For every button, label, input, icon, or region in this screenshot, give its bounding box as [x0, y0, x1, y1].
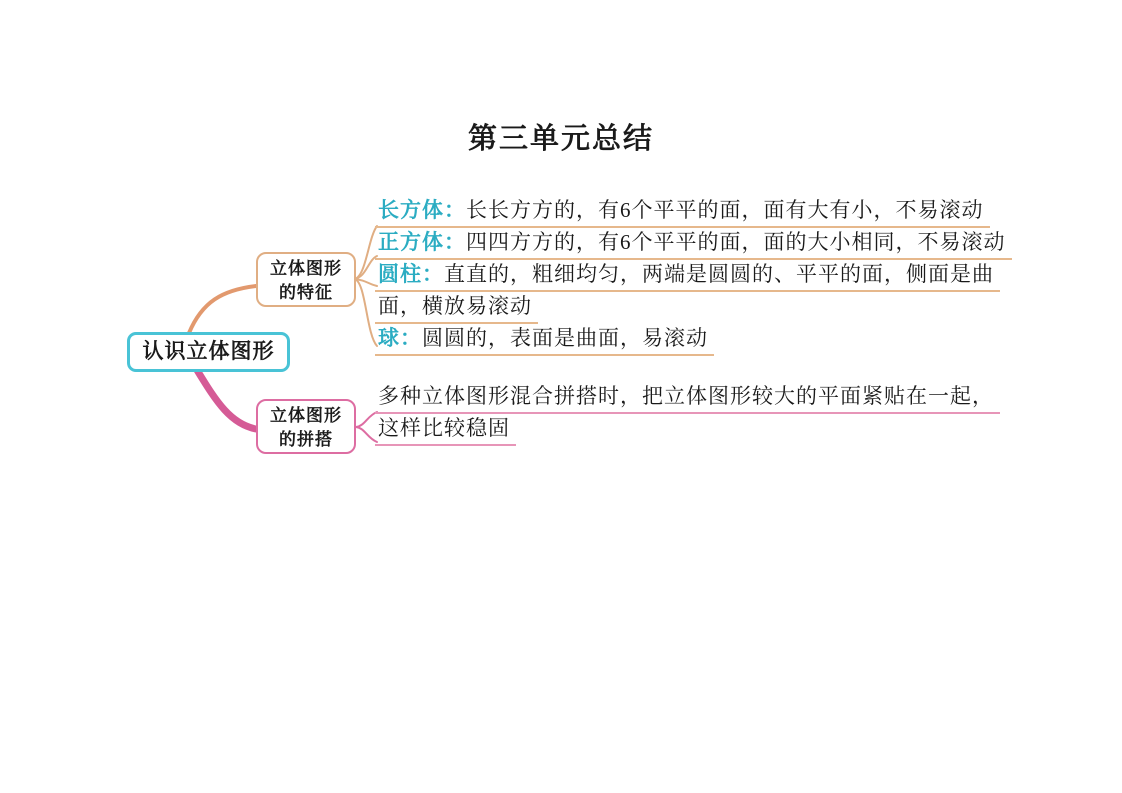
leaf-row: 长方体：长长方方的，有6个平平的面，面有大有小，不易滚动 — [375, 196, 990, 228]
leaf-row: 这样比较稳固 — [375, 414, 516, 446]
leaf-row: 面，横放易滚动 — [375, 292, 538, 324]
branch-label-line: 立体图形 — [270, 406, 342, 425]
leaf-row: 正方体：四四方方的，有6个平平的面，面的大小相同，不易滚动 — [375, 228, 1012, 260]
leaf-row: 圆柱：直直的，粗细均匀，两端是圆圆的、平平的面，侧面是曲 — [375, 260, 1000, 292]
branch-2-connector — [197, 370, 256, 429]
branch-1-leaves — [375, 196, 1012, 356]
branch-1-fan-4 — [354, 279, 377, 346]
leaf-row: 多种立体图形混合拼搭时，把立体图形较大的平面紧贴在一起， — [375, 382, 1000, 414]
root-node: 认识立体图形 — [127, 332, 290, 372]
branch-node-assembly — [256, 399, 356, 454]
leaf-term: 圆柱： — [378, 262, 444, 286]
branch-label-line: 的特征 — [279, 283, 333, 302]
branch-2-leaves — [375, 382, 1000, 446]
branch-label-line: 的拼搭 — [279, 430, 333, 449]
branch-node-features — [256, 252, 356, 307]
branch-1-connector — [189, 286, 256, 333]
leaf-term: 正方体： — [378, 230, 466, 254]
leaf-row: 球：圆圆的，表面是曲面，易滚动 — [375, 324, 714, 356]
branch-2-fan-2 — [356, 427, 377, 442]
branch-2-fan-1 — [356, 412, 377, 427]
leaf-term: 长方体： — [378, 198, 466, 222]
branch-label-line: 立体图形 — [270, 259, 342, 278]
page-title: 第三单元总结 — [467, 123, 654, 155]
leaf-term: 球： — [378, 326, 422, 350]
